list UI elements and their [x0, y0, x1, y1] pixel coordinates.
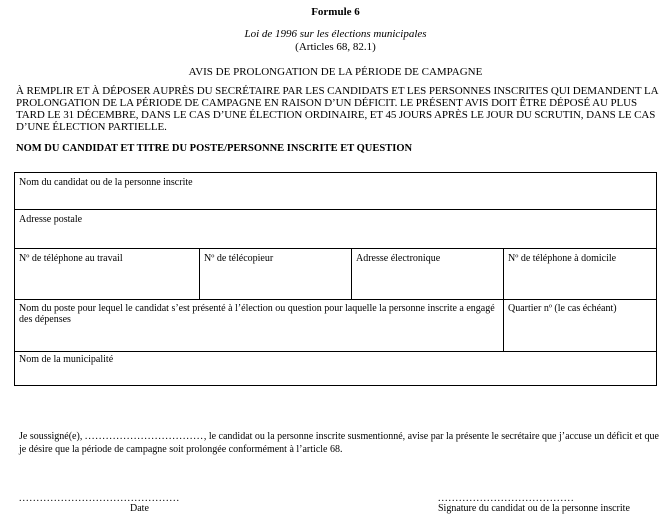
column-divider: [503, 248, 504, 299]
work-phone-field[interactable]: Nº de téléphone au travail: [19, 253, 123, 264]
row-divider: [15, 248, 656, 249]
row-divider: [15, 209, 656, 210]
home-phone-field[interactable]: Nº de téléphone à domicile: [508, 253, 617, 264]
instructions: À REMPLIR ET À DÉPOSER AUPRÈS DU SECRÉTAIRE PAR LES CANDIDATS ET LES PERSONNES INSCRITES QUI DEMANDENT LA PROLONGATION DE LA PÉRIODE DE CAMPAGNE EN RAISON D’UN DÉFICIT. LE PRÉSENT AVIS DOIT ÊTRE DÉPOSÉ AU PLUS TARD LE 31 DÉCEMBRE, DANS LE CAS D’UNE ÉLECTION ORDINAIRE, ET 45 JOURS APRÈS LE JOUR DU SCRUTIN, DANS LE CAS D’UNE ÉLECTION PARTIELLE.: [16, 85, 658, 133]
email-field[interactable]: Adresse électronique: [356, 253, 441, 264]
office-question-field[interactable]: Nom du poste pour lequel le candidat s’est présenté à l’élection ou question pour laquelle la personne inscrite a engagé des dépenses: [19, 303, 495, 325]
signature-blank[interactable]: .......................................: [438, 493, 575, 504]
date-blank[interactable]: ..............................................: [19, 493, 180, 504]
law-reference: Loi de 1996 sur les élections municipales: [244, 28, 427, 40]
declaration-statement: [19, 430, 659, 456]
signature-label: Signature du candidat ou de la personne inscrite: [438, 503, 630, 514]
section-title: NOM DU CANDIDAT ET TITRE DU POSTE/PERSONNE INSCRITE ET QUESTION: [16, 143, 413, 154]
candidate-name-field[interactable]: Nom du candidat ou de la personne inscrite: [19, 177, 193, 188]
form-heading: AVIS DE PROLONGATION DE LA PÉRIODE DE CAMPAGNE: [188, 66, 483, 78]
ward-field[interactable]: Quartier nº (le cas échéant): [508, 303, 617, 314]
declaration-prefix: Je soussigné(e),: [19, 431, 83, 442]
declaration-text: , le candidat ou la personne inscrite susmentionné, avise par la présente le secrétaire que j’accuse un déficit et que je désire que la période de campagne soit prolongée conformément à l’article 68.: [19, 431, 659, 455]
fax-field[interactable]: Nº de télécopieur: [204, 253, 274, 264]
column-divider: [503, 299, 504, 351]
form-number: Formule 6: [311, 6, 360, 18]
date-label: Date: [130, 503, 149, 514]
declarant-name-blank[interactable]: ..................................: [84, 431, 204, 442]
column-divider: [199, 248, 200, 299]
municipality-field[interactable]: Nom de la municipalité: [19, 354, 114, 365]
row-divider: [15, 299, 656, 300]
candidate-info-form: [14, 172, 657, 386]
row-divider: [15, 351, 656, 352]
articles-reference: (Articles 68, 82.1): [295, 41, 376, 53]
column-divider: [351, 248, 352, 299]
postal-address-field[interactable]: Adresse postale: [19, 214, 83, 225]
